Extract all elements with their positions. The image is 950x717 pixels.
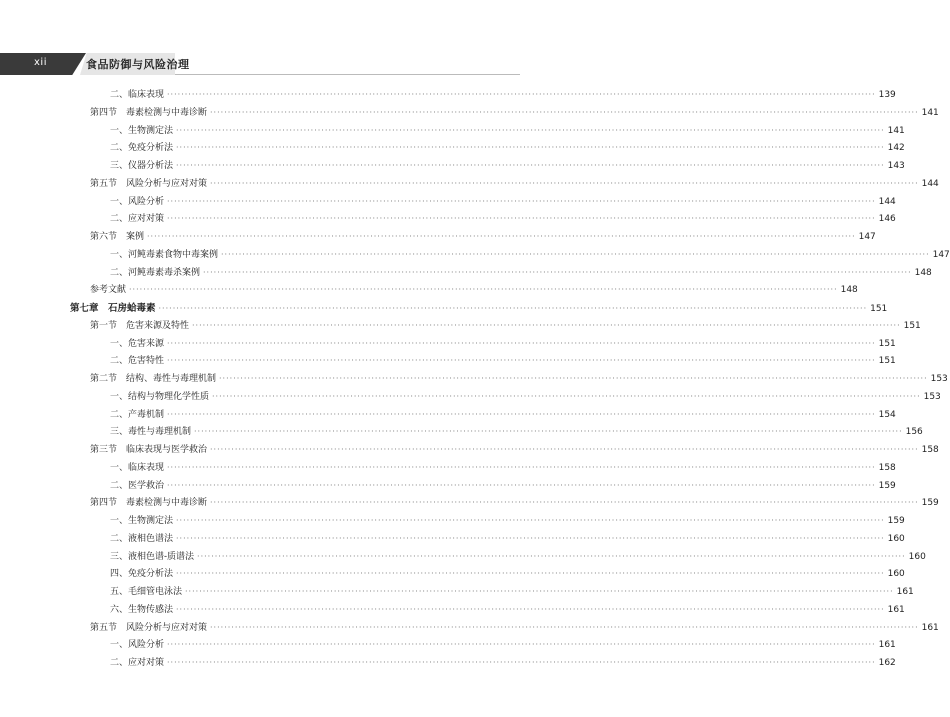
toc-entry-label: 二、河鲀毒素毒杀案例 [110,267,201,278]
toc-entry-label: 一、结构与物理化学性质 [110,391,210,402]
toc-entry[interactable] [70,371,948,389]
toc-leader-dots: ········································································································································································································ [167,409,876,419]
toc-entry-page: 158 [878,462,896,473]
toc-entry-label: 一、风险分析 [110,640,165,651]
toc-entry-page: 160 [887,569,905,580]
toc-entry-label: 二、应对对策 [110,214,165,225]
toc-entry-page: 139 [878,90,896,100]
toc-entry-page: 161 [896,587,914,597]
toc-entry-page: 153 [930,374,948,384]
toc-entry-page: 151 [878,356,896,367]
book-title: 食品防御与风险治理 [86,58,190,71]
toc-entry-page: 158 [921,445,939,455]
toc-entry[interactable] [70,655,896,673]
toc-entry[interactable] [70,265,932,283]
toc-leader-dots: ········································································································································································································ [203,267,912,277]
toc-entry[interactable] [70,247,950,265]
toc-entry-page: 161 [878,640,896,651]
toc-entry-page: 153 [923,391,941,402]
toc-entry-page: 143 [887,161,905,171]
table-of-contents [70,87,950,673]
toc-leader-dots: ········································································································································································································ [129,285,838,295]
toc-entry-label: 一、河鲀毒素食物中毒案例 [110,249,219,260]
toc-entry-label: 第四节 毒素检测与中毒诊断 [90,498,208,509]
toc-entry-label: 第三节 临床表现与医学救治 [90,445,208,455]
toc-entry[interactable] [70,424,923,442]
toc-leader-dots: ········································································································································································································ [212,391,921,401]
toc-leader-dots: ········································································································································································································ [158,304,868,313]
toc-entry-label: 第四节 毒素检测与中毒诊断 [90,107,208,118]
toc-leader-dots: ········································································································································································································ [147,232,856,241]
toc-entry-label: 第六节 案例 [90,232,145,242]
toc-leader-dots: ········································································································································································································ [176,143,885,153]
toc-entry-label: 二、临床表现 [110,90,165,100]
toc-entry-page: 160 [887,533,905,544]
toc-entry-label: 一、风险分析 [110,196,165,207]
toc-entry-page: 156 [905,427,923,438]
toc-entry-page: 161 [921,622,939,633]
toc-entry-label: 二、危害特性 [110,356,165,367]
toc-entry-label: 六、生物传感法 [110,604,174,615]
toc-entry-page: 148 [914,267,932,278]
toc-entry[interactable] [70,318,921,336]
toc-entry-page: 141 [887,125,905,136]
toc-leader-dots: ········································································································································································································ [197,551,906,561]
toc-entry-page: 159 [878,480,896,491]
toc-leader-dots: ········································································································································································································ [167,90,876,99]
toc-entry-page: 147 [858,232,876,242]
toc-leader-dots: ········································································································································································································ [194,427,903,437]
toc-leader-dots: ········································································································································································································ [167,196,876,206]
toc-entry[interactable] [70,549,926,567]
toc-entry[interactable] [70,460,896,478]
toc-entry-label: 三、仪器分析法 [110,161,174,171]
toc-entry[interactable] [70,176,939,194]
toc-entry-label: 第一节 危害来源及特性 [90,320,190,331]
toc-entry-label: 一、危害来源 [110,338,165,349]
toc-entry[interactable] [70,140,905,158]
toc-leader-dots: ········································································································································································································ [176,516,885,525]
toc-entry[interactable] [70,194,896,212]
toc-leader-dots: ········································································································································································································ [210,178,919,188]
toc-entry[interactable] [70,637,896,655]
toc-entry[interactable] [70,158,905,176]
toc-entry-label: 一、生物测定法 [110,516,174,526]
toc-leader-dots: ········································································································································································································ [219,374,928,383]
toc-entry[interactable] [70,229,876,247]
toc-entry-page: 141 [921,107,939,118]
toc-leader-dots: ········································································································································································································ [221,249,930,259]
toc-leader-dots: ········································································································································································································ [176,604,885,614]
toc-entry-page: 151 [903,320,921,331]
toc-entry[interactable] [70,478,896,496]
toc-leader-dots: ········································································································································································································ [167,356,876,366]
toc-entry-page: 151 [878,338,896,349]
toc-entry-page: 151 [870,304,888,314]
toc-leader-dots: ········································································································································································································ [210,107,919,117]
toc-entry-label: 第二节 结构、毒性与毒理机制 [90,374,217,384]
toc-entry[interactable] [70,602,905,620]
toc-leader-dots: ········································································································································································································ [210,498,919,508]
toc-entry-label: 一、临床表现 [110,462,165,473]
toc-entry-label: 二、免疫分析法 [110,143,174,154]
toc-leader-dots: ········································································································································································································ [192,320,901,330]
toc-leader-dots: ········································································································································································································ [167,214,876,224]
toc-entry[interactable] [70,300,888,318]
toc-entry[interactable] [70,389,941,407]
toc-entry-page: 162 [878,658,896,668]
toc-entry[interactable] [70,105,939,123]
toc-leader-dots: ········································································································································································································ [167,658,876,667]
toc-leader-dots: ········································································································································································································ [167,480,876,490]
toc-entry[interactable] [70,495,939,513]
toc-entry-page: 159 [921,498,939,509]
toc-entry[interactable] [70,407,896,425]
toc-entry-page: 160 [908,551,926,562]
toc-entry[interactable] [70,353,896,371]
toc-leader-dots: ········································································································································································································ [167,462,876,472]
toc-entry-page: 144 [878,196,896,207]
toc-leader-dots: ········································································································································································································ [167,338,876,348]
toc-entry[interactable] [70,282,858,300]
toc-entry[interactable] [70,566,905,584]
toc-entry[interactable] [70,87,896,105]
toc-entry[interactable] [70,513,905,531]
toc-entry[interactable] [70,442,939,460]
toc-leader-dots: ········································································································································································································ [210,622,919,632]
toc-entry-label: 二、应对对策 [110,658,165,668]
toc-entry-label: 第五节 风险分析与应对对策 [90,622,208,633]
toc-entry-page: 142 [887,143,905,154]
toc-entry-page: 148 [840,285,858,296]
page-number: xii [34,57,47,68]
toc-entry-label: 参考文献 [90,285,127,296]
toc-entry-label: 第七章 石房蛤毒素 [70,303,156,314]
toc-entry-page: 144 [921,178,939,189]
toc-entry[interactable] [70,336,896,354]
toc-entry-label: 二、产毒机制 [110,409,165,420]
toc-leader-dots: ········································································································································································································ [185,587,894,596]
toc-entry-page: 146 [878,214,896,225]
toc-entry[interactable] [70,531,905,549]
toc-entry-label: 三、液相色谱-质谱法 [110,551,195,562]
toc-entry[interactable] [70,584,914,602]
toc-entry-page: 161 [887,604,905,615]
running-header [0,53,520,75]
toc-entry[interactable] [70,620,939,638]
toc-leader-dots: ········································································································································································································ [176,569,885,579]
toc-entry-page: 159 [887,516,905,526]
toc-entry-label: 四、免疫分析法 [110,569,174,580]
toc-entry-label: 二、液相色谱法 [110,533,174,544]
toc-entry[interactable] [70,211,896,229]
toc-entry-page: 154 [878,409,896,420]
toc-entry-label: 三、毒性与毒理机制 [110,427,192,438]
toc-leader-dots: ········································································································································································································ [167,640,876,650]
toc-entry[interactable] [70,123,905,141]
toc-entry-page: 147 [932,249,950,260]
header-rule [175,74,520,75]
toc-leader-dots: ········································································································································································································ [176,533,885,543]
toc-entry-label: 五、毛细管电泳法 [110,587,183,597]
toc-entry-label: 二、医学救治 [110,480,165,491]
toc-entry-label: 第五节 风险分析与应对对策 [90,178,208,189]
toc-leader-dots: ········································································································································································································ [176,125,885,135]
toc-leader-dots: ········································································································································································································ [176,161,885,170]
toc-entry-label: 一、生物测定法 [110,125,174,136]
toc-leader-dots: ········································································································································································································ [210,445,919,454]
